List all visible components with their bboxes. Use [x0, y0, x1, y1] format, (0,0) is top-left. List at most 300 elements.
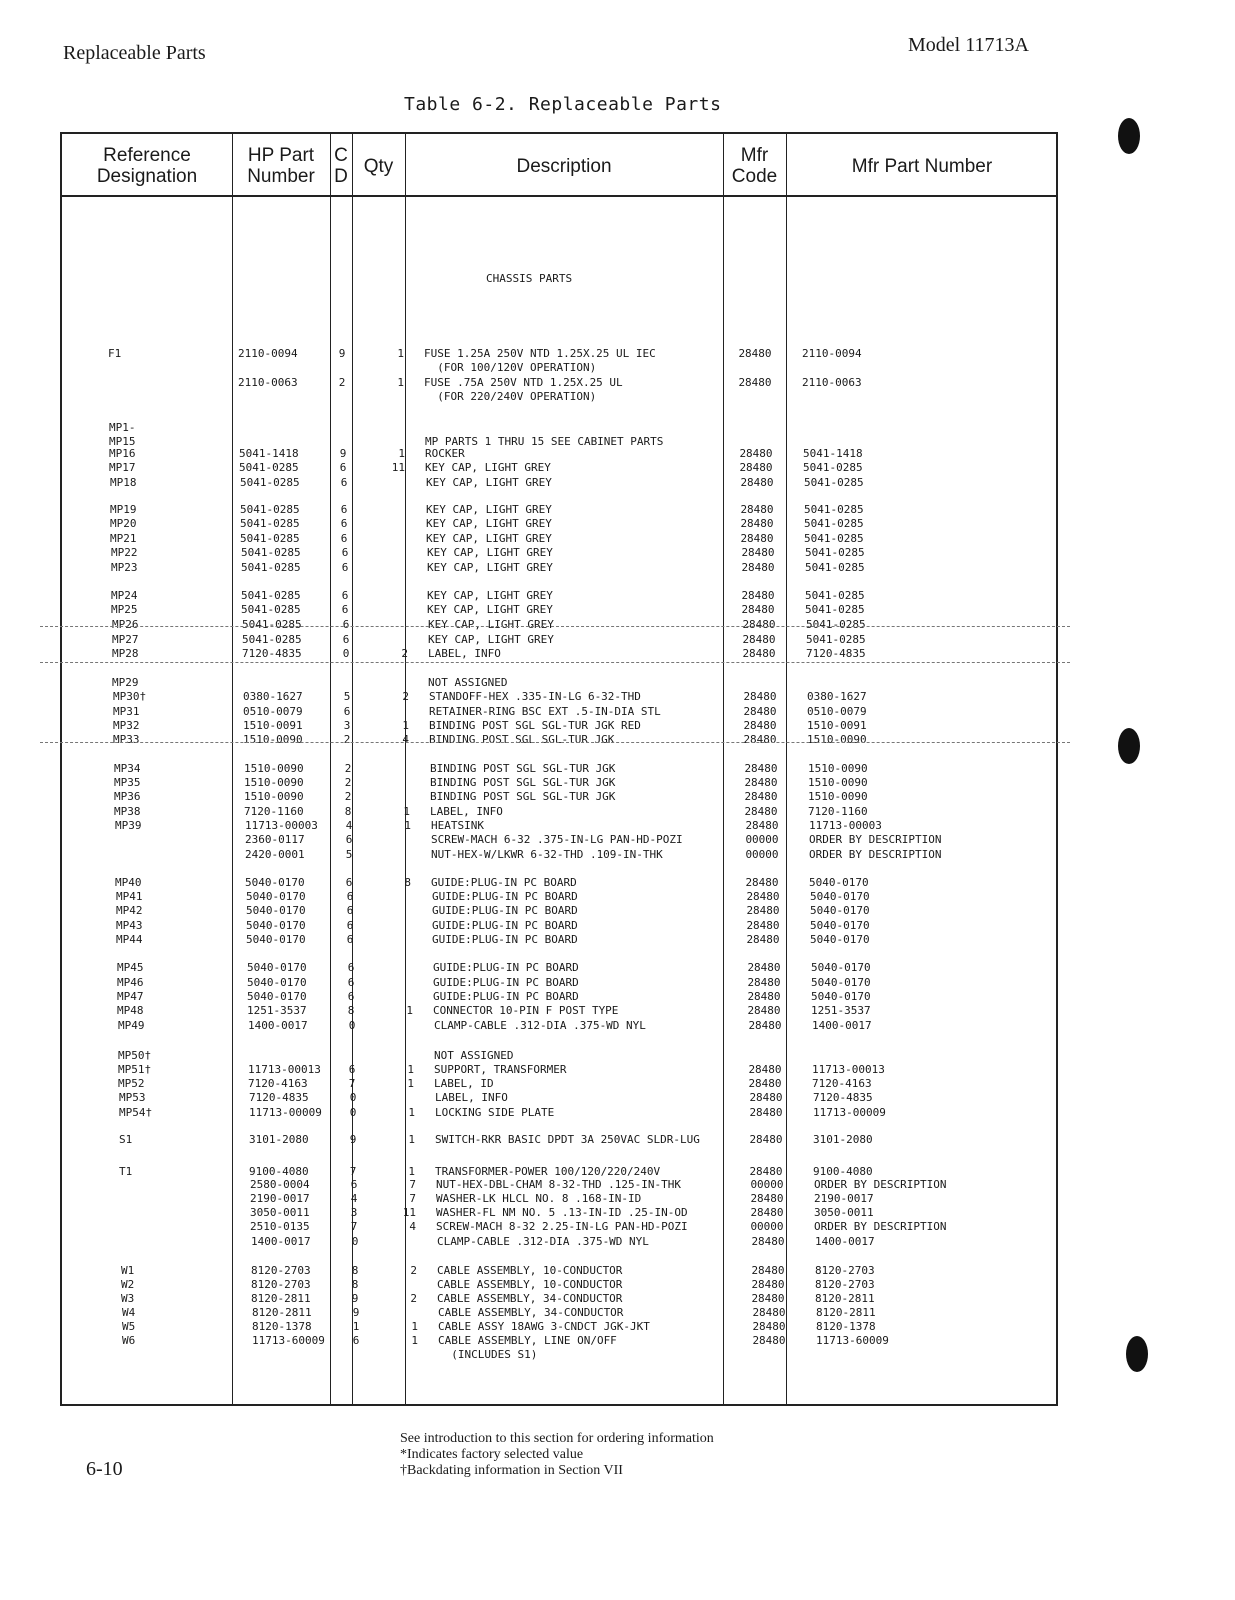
- cell-hp: 1510-0090: [244, 790, 304, 803]
- cell-mfr: 28480: [738, 347, 772, 360]
- cell-desc: CABLE ASSEMBLY, 10-CONDUCTOR: [437, 1278, 623, 1291]
- cell-hp: 5040-0170: [247, 990, 307, 1003]
- cell-mfr: 28480: [746, 890, 780, 903]
- cell-cd: 2: [344, 776, 352, 789]
- cell-qty: 2: [401, 647, 408, 660]
- cell-mfr: 28480: [744, 776, 778, 789]
- cell-pn: ORDER BY DESCRIPTION: [814, 1178, 947, 1191]
- cell-qty: 11: [402, 1206, 416, 1219]
- cell-cd: 6: [340, 503, 348, 516]
- cell-mfr: 28480: [743, 733, 777, 746]
- cell-qty: 1: [408, 1133, 415, 1146]
- cell-ref: MP31: [113, 705, 140, 718]
- cell-desc: RETAINER-RING BSC EXT .5-IN-DIA STL: [429, 705, 661, 718]
- cell-qty: 1: [404, 819, 411, 832]
- cell-cd: 5: [345, 848, 353, 861]
- cell-mfr: 28480: [748, 1063, 782, 1076]
- cell-hp: 8120-2703: [251, 1264, 311, 1277]
- cell-desc: NOT ASSIGNED: [428, 676, 508, 689]
- cell-pn: 5040-0170: [809, 876, 869, 889]
- cell-mfr: 28480: [750, 1192, 784, 1205]
- cell-pn: 5040-0170: [811, 990, 871, 1003]
- cell-desc: TRANSFORMER-POWER 100/120/220/240V: [435, 1165, 661, 1178]
- cell-hp: 0380-1627: [243, 690, 303, 703]
- cell-desc: BINDING POST SGL SGL-TUR JGK: [430, 776, 616, 789]
- cell-cd: 0: [348, 1019, 356, 1032]
- cell-hp: 5041-0285: [241, 561, 301, 574]
- cell-ref: MP27: [112, 633, 139, 646]
- cell-pn: 5041-0285: [804, 532, 864, 545]
- cell-hp: 5041-0285: [241, 603, 301, 616]
- cell-ref: MP42: [116, 904, 143, 917]
- cell-cd: 6: [346, 904, 354, 917]
- page-number: 6-10: [86, 1458, 123, 1480]
- cell-pn: 1400-0017: [815, 1235, 875, 1248]
- cell-cd: 6: [346, 890, 354, 903]
- cell-desc: CABLE ASSEMBLY, 34-CONDUCTOR: [437, 1292, 623, 1305]
- footnote-ordering: See introduction to this section for ordering information: [400, 1431, 714, 1446]
- cell-desc: ROCKER: [425, 447, 465, 460]
- cell-hp: 5041-0285: [242, 618, 302, 631]
- cell-mfr: 28480: [750, 1206, 784, 1219]
- cell-cd: 3: [343, 719, 351, 732]
- cell-desc: WASHER-LK HLCL NO. 8 .168-IN-ID: [436, 1192, 642, 1205]
- cell-pn: 1251-3537: [811, 1004, 871, 1017]
- cell-hp: 1510-0090: [243, 733, 303, 746]
- cell-hp: 5040-0170: [245, 876, 305, 889]
- cell-pn: 2190-0017: [814, 1192, 874, 1205]
- cell-ref: W4: [122, 1306, 136, 1319]
- cell-desc: CABLE ASSEMBLY, LINE ON/OFF (INCLUDES S1): [438, 1334, 617, 1361]
- cell-desc: CLAMP-CABLE .312-DIA .375-WD NYL: [434, 1019, 646, 1032]
- cell-desc: SUPPORT, TRANSFORMER: [434, 1063, 567, 1076]
- cell-cd: 9: [352, 1306, 360, 1319]
- cell-desc: STANDOFF-HEX .335-IN-LG 6-32-THD: [429, 690, 641, 703]
- cell-hp: 7120-4835: [249, 1091, 309, 1104]
- cell-cd: 6: [340, 476, 348, 489]
- cell-pn: ORDER BY DESCRIPTION: [809, 848, 942, 861]
- cell-mfr: 28480: [745, 819, 779, 832]
- cell-hp: 1510-0091: [243, 719, 303, 732]
- cell-ref: MP50†: [118, 1049, 152, 1062]
- cell-mfr: 28480: [742, 633, 776, 646]
- cell-desc: NUT-HEX-W/LKWR 6-32-THD .109-IN-THK: [431, 848, 663, 861]
- cell-hp: 2190-0017: [250, 1192, 310, 1205]
- cell-desc: LABEL, ID: [434, 1077, 494, 1090]
- cell-ref: MP30†: [113, 690, 147, 703]
- cell-hp: 5041-0285: [240, 503, 300, 516]
- strike-through-line: [40, 626, 1070, 627]
- cell-mfr: 28480: [748, 1077, 782, 1090]
- cell-qty: 8: [404, 876, 411, 889]
- cell-ref: MP19: [110, 503, 137, 516]
- cell-pn: 8120-2811: [816, 1306, 876, 1319]
- cell-mfr: 28480: [745, 876, 779, 889]
- cell-ref: W6: [122, 1334, 136, 1347]
- cell-mfr: 00000: [745, 833, 779, 846]
- cell-desc: WASHER-FL NM NO. 5 .13-IN-ID .25-IN-OD: [436, 1206, 688, 1219]
- cell-pn: 5041-0285: [806, 633, 866, 646]
- cell-ref: MP43: [116, 919, 143, 932]
- cell-pn: 5040-0170: [811, 961, 871, 974]
- cell-hp: 11713-00009: [249, 1106, 322, 1119]
- cell-pn: 5041-0285: [805, 561, 865, 574]
- cell-desc: SWITCH-RKR BASIC DPDT 3A 250VAC SLDR-LUG: [435, 1133, 700, 1146]
- cell-qty: 1: [402, 719, 409, 732]
- cell-ref: MP20: [110, 517, 137, 530]
- cell-cd: 8: [351, 1264, 359, 1277]
- cell-pn: 5041-0285: [804, 517, 864, 530]
- cell-hp: 8120-2811: [252, 1306, 312, 1319]
- cell-cd: 6: [340, 517, 348, 530]
- cell-hp: 5040-0170: [246, 904, 306, 917]
- cell-pn: 8120-1378: [816, 1320, 876, 1333]
- binder-hole: [1126, 1336, 1148, 1372]
- cell-hp: 5040-0170: [246, 890, 306, 903]
- cell-pn: 2110-0063: [802, 376, 862, 389]
- cell-desc: KEY CAP, LIGHT GREY: [428, 633, 554, 646]
- cell-hp: 1251-3537: [247, 1004, 307, 1017]
- cell-mfr: 28480: [740, 503, 774, 516]
- cell-qty: 1: [398, 447, 405, 460]
- cell-desc: GUIDE:PLUG-IN PC BOARD: [432, 919, 578, 932]
- cell-hp: 5041-0285: [242, 633, 302, 646]
- cell-hp: 5041-0285: [241, 589, 301, 602]
- cell-ref: MP48: [117, 1004, 144, 1017]
- cell-desc: LABEL, INFO: [435, 1091, 508, 1104]
- cell-mfr: 28480: [742, 647, 776, 660]
- cell-desc: SCREW-MACH 6-32 .375-IN-LG PAN-HD-POZI: [431, 833, 683, 846]
- cell-hp: 2420-0001: [245, 848, 305, 861]
- cell-mfr: 28480: [740, 476, 774, 489]
- cell-hp: 5040-0170: [246, 919, 306, 932]
- cell-mfr: 28480: [740, 517, 774, 530]
- cell-qty: 2: [410, 1264, 417, 1277]
- footnote-factory: *Indicates factory selected value: [400, 1447, 584, 1462]
- cell-ref: MP28: [112, 647, 139, 660]
- cell-qty: 2: [410, 1292, 417, 1305]
- cell-mfr: 00000: [750, 1178, 784, 1191]
- cell-pn: 5041-0285: [805, 546, 865, 559]
- cell-qty: 1: [406, 1004, 413, 1017]
- cell-pn: 5040-0170: [811, 976, 871, 989]
- cell-pn: 0380-1627: [807, 690, 867, 703]
- cell-ref: S1: [119, 1133, 133, 1146]
- cell-cd: 6: [343, 705, 351, 718]
- cell-cd: 6: [341, 589, 349, 602]
- cell-hp: 2510-0135: [250, 1220, 310, 1233]
- cell-cd: 6: [341, 603, 349, 616]
- cell-desc: GUIDE:PLUG-IN PC BOARD: [432, 933, 578, 946]
- col-header-qty: Qty: [363, 155, 394, 177]
- cell-hp: 11713-60009: [252, 1334, 325, 1347]
- cell-hp: 5040-0170: [247, 961, 307, 974]
- cell-hp: 5041-0285: [239, 461, 299, 474]
- cell-desc: CABLE ASSEMBLY, 34-CONDUCTOR: [438, 1306, 624, 1319]
- cell-desc: FUSE .75A 250V NTD 1.25X.25 UL (FOR 220/240V OPERATION): [424, 376, 623, 403]
- cell-cd: 7: [349, 1165, 357, 1178]
- cell-pn: 5040-0170: [810, 904, 870, 917]
- cell-ref: MP51†: [118, 1063, 152, 1076]
- cell-ref: MP53: [119, 1091, 146, 1104]
- cell-mfr: 28480: [752, 1306, 786, 1319]
- cell-ref: MP33: [113, 733, 140, 746]
- cell-mfr: 28480: [743, 690, 777, 703]
- cell-desc: GUIDE:PLUG-IN PC BOARD: [432, 904, 578, 917]
- cell-ref: MP49: [118, 1019, 145, 1032]
- cell-hp: 7120-4835: [242, 647, 302, 660]
- cell-qty: 1: [407, 1063, 414, 1076]
- cell-pn: 5041-0285: [803, 461, 863, 474]
- cell-mfr: 28480: [742, 618, 776, 631]
- cell-mfr: 28480: [739, 461, 773, 474]
- cell-qty: 1: [407, 1077, 414, 1090]
- cell-desc: FUSE 1.25A 250V NTD 1.25X.25 UL IEC (FOR 100/120V OPERATION): [424, 347, 656, 374]
- cell-pn: 5041-1418: [803, 447, 863, 460]
- cell-hp: 3101-2080: [249, 1133, 309, 1146]
- cell-pn: 1510-0091: [807, 719, 867, 732]
- cell-desc: SCREW-MACH 8-32 2.25-IN-LG PAN-HD-POZI: [436, 1220, 688, 1233]
- cell-desc: KEY CAP, LIGHT GREY: [425, 461, 551, 474]
- cell-qty: 1: [408, 1165, 415, 1178]
- cell-pn: ORDER BY DESCRIPTION: [809, 833, 942, 846]
- cell-desc: LABEL, INFO: [428, 647, 501, 660]
- cell-desc: KEY CAP, LIGHT GREY: [426, 517, 552, 530]
- cell-cd: 6: [339, 461, 347, 474]
- cell-ref: MP38: [114, 805, 141, 818]
- cell-cd: 6: [341, 546, 349, 559]
- cell-desc: LOCKING SIDE PLATE: [435, 1106, 555, 1119]
- cell-pn: 11713-00003: [809, 819, 882, 832]
- cell-ref: MP41: [116, 890, 143, 903]
- cell-cd: 7: [348, 1077, 356, 1090]
- cell-desc: HEATSINK: [431, 819, 484, 832]
- cell-cd: 6: [345, 876, 353, 889]
- cell-cd: 7: [350, 1220, 358, 1233]
- cell-qty: 4: [402, 733, 409, 746]
- cell-desc: KEY CAP, LIGHT GREY: [426, 476, 552, 489]
- cell-pn: 1400-0017: [812, 1019, 872, 1032]
- cell-cd: 5: [343, 690, 351, 703]
- cell-hp: 2110-0063: [238, 376, 298, 389]
- cell-ref: MP22: [111, 546, 138, 559]
- cell-ref: MP23: [111, 561, 138, 574]
- cell-ref: MP54†: [119, 1106, 153, 1119]
- cell-pn: 0510-0079: [807, 705, 867, 718]
- cell-desc: KEY CAP, LIGHT GREY: [427, 603, 553, 616]
- cell-ref: MP18: [110, 476, 137, 489]
- cell-cd: 4: [345, 819, 353, 832]
- strike-through-line: [40, 742, 1070, 743]
- cell-desc: KEY CAP, LIGHT GREY: [426, 532, 552, 545]
- cell-ref: F1: [108, 347, 122, 360]
- cell-hp: 11713-00003: [245, 819, 318, 832]
- cell-desc: KEY CAP, LIGHT GREY: [427, 589, 553, 602]
- cell-ref: MP44: [116, 933, 143, 946]
- cell-hp: 5041-0285: [240, 476, 300, 489]
- cell-mfr: 28480: [746, 933, 780, 946]
- cell-desc: KEY CAP, LIGHT GREY: [426, 503, 552, 516]
- cell-ref: W5: [122, 1320, 136, 1333]
- cell-qty: 4: [409, 1220, 416, 1233]
- cell-cd: 2: [344, 790, 352, 803]
- cell-hp: 5041-0285: [241, 546, 301, 559]
- cell-desc: GUIDE:PLUG-IN PC BOARD: [433, 976, 579, 989]
- cell-cd: 2: [338, 376, 346, 389]
- cell-mfr: 28480: [749, 1133, 783, 1146]
- cell-hp: 0510-0079: [243, 705, 303, 718]
- cell-pn: 2110-0094: [802, 347, 862, 360]
- cell-cd: 6: [342, 633, 350, 646]
- cell-cd: 9: [349, 1133, 357, 1146]
- col-header-reference: Reference Designation: [96, 145, 198, 187]
- cell-qty: 2: [402, 690, 409, 703]
- cell-hp: 1510-0090: [244, 776, 304, 789]
- binder-hole: [1118, 118, 1140, 154]
- cell-ref: MP24: [111, 589, 138, 602]
- cell-qty: 1: [408, 1106, 415, 1119]
- cell-mfr: 28480: [751, 1264, 785, 1277]
- cell-ref: MP15: [109, 435, 136, 448]
- cell-qty: 11: [391, 461, 405, 474]
- cell-pn: 5040-0170: [810, 933, 870, 946]
- cell-mfr: 28480: [747, 990, 781, 1003]
- cell-pn: 7120-4835: [806, 647, 866, 660]
- cell-cd: 4: [350, 1192, 358, 1205]
- cell-mfr: 28480: [743, 719, 777, 732]
- cell-mfr: 28480: [749, 1165, 783, 1178]
- col-header-mfr-code: Mfr Code: [731, 145, 778, 187]
- cell-ref: MP40: [115, 876, 142, 889]
- cell-hp: 2580-0004: [250, 1178, 310, 1191]
- cell-desc: CABLE ASSEMBLY, 10-CONDUCTOR: [437, 1264, 623, 1277]
- cell-cd: 1: [352, 1320, 360, 1333]
- cell-cd: 0: [351, 1235, 359, 1248]
- cell-pn: 5040-0170: [810, 890, 870, 903]
- cell-pn: 7120-4163: [812, 1077, 872, 1090]
- cell-ref: MP1-: [109, 421, 136, 434]
- running-header-left: Replaceable Parts: [63, 42, 206, 64]
- cell-ref: MP29: [112, 676, 139, 689]
- cell-ref: MP35: [114, 776, 141, 789]
- cell-ref: MP21: [110, 532, 137, 545]
- cell-ref: W1: [121, 1264, 135, 1277]
- cell-mfr: 28480: [740, 532, 774, 545]
- cell-qty: 1: [397, 347, 404, 360]
- cell-qty: 1: [403, 805, 410, 818]
- cell-ref: W2: [121, 1278, 135, 1291]
- col-header-mfr-part: Mfr Part Number: [851, 155, 993, 177]
- cell-mfr: 00000: [745, 848, 779, 861]
- cell-cd: 8: [347, 1004, 355, 1017]
- cell-qty: 1: [411, 1334, 418, 1347]
- cell-desc: KEY CAP, LIGHT GREY: [427, 546, 553, 559]
- cell-cd: 0: [349, 1091, 357, 1104]
- section-title: CHASSIS PARTS: [486, 272, 573, 285]
- cell-mfr: 28480: [747, 1004, 781, 1017]
- cell-mfr: 28480: [751, 1278, 785, 1291]
- cell-desc: CONNECTOR 10-PIN F POST TYPE: [433, 1004, 619, 1017]
- cell-pn: 11713-60009: [816, 1334, 889, 1347]
- cell-hp: 3050-0011: [250, 1206, 310, 1219]
- cell-qty: 7: [409, 1192, 416, 1205]
- cell-pn: 8120-2703: [815, 1278, 875, 1291]
- footnote-backdating: †Backdating information in Section VII: [400, 1463, 623, 1478]
- cell-mfr: 28480: [744, 762, 778, 775]
- cell-hp: 9100-4080: [249, 1165, 309, 1178]
- cell-mfr: 28480: [741, 603, 775, 616]
- cell-mfr: 28480: [741, 589, 775, 602]
- cell-pn: 7120-1160: [808, 805, 868, 818]
- cell-pn: 5040-0170: [810, 919, 870, 932]
- cell-pn: 5041-0285: [804, 476, 864, 489]
- cell-cd: 6: [340, 532, 348, 545]
- cell-hp: 5041-1418: [239, 447, 299, 460]
- cell-hp: 1510-0090: [244, 762, 304, 775]
- cell-pn: 3101-2080: [813, 1133, 873, 1146]
- cell-desc: GUIDE:PLUG-IN PC BOARD: [432, 890, 578, 903]
- cell-ref: MP46: [117, 976, 144, 989]
- cell-cd: 3: [350, 1206, 358, 1219]
- cell-ref: MP45: [117, 961, 144, 974]
- cell-pn: 1510-0090: [808, 762, 868, 775]
- cell-ref: W3: [121, 1292, 135, 1305]
- binder-hole: [1118, 728, 1140, 764]
- cell-mfr: 28480: [751, 1292, 785, 1305]
- cell-mfr: 28480: [741, 546, 775, 559]
- cell-cd: 9: [351, 1292, 359, 1305]
- cell-desc: BINDING POST SGL SGL-TUR JGK RED: [429, 719, 641, 732]
- cell-ref: MP25: [111, 603, 138, 616]
- cell-cd: 8: [351, 1278, 359, 1291]
- cell-hp: 11713-00013: [248, 1063, 321, 1076]
- cell-hp: 7120-1160: [244, 805, 304, 818]
- cell-cd: 0: [342, 647, 350, 660]
- strike-through-line: [40, 662, 1070, 663]
- cell-cd: 6: [350, 1178, 358, 1191]
- cell-mfr: 28480: [747, 961, 781, 974]
- cell-desc: KEY CAP, LIGHT GREY: [428, 618, 554, 631]
- cell-mfr: 28480: [747, 976, 781, 989]
- cell-hp: 7120-4163: [248, 1077, 308, 1090]
- cell-mfr: 28480: [743, 705, 777, 718]
- cell-ref: MP17: [109, 461, 136, 474]
- cell-desc: MP PARTS 1 THRU 15 SEE CABINET PARTS: [425, 435, 664, 448]
- cell-cd: 0: [349, 1106, 357, 1119]
- cell-pn: 5041-0285: [806, 618, 866, 631]
- cell-desc: BINDING POST SGL SGL-TUR JGK: [430, 762, 616, 775]
- cell-mfr: 28480: [746, 904, 780, 917]
- cell-mfr: 28480: [749, 1106, 783, 1119]
- cell-hp: 2360-0117: [245, 833, 305, 846]
- cell-hp: 1400-0017: [248, 1019, 308, 1032]
- cell-mfr: 28480: [749, 1091, 783, 1104]
- cell-desc: KEY CAP, LIGHT GREY: [427, 561, 553, 574]
- cell-cd: 9: [339, 447, 347, 460]
- cell-cd: 6: [341, 561, 349, 574]
- cell-ref: MP52: [118, 1077, 145, 1090]
- cell-desc: LABEL, INFO: [430, 805, 503, 818]
- cell-hp: 8120-1378: [252, 1320, 312, 1333]
- cell-hp: 8120-2703: [251, 1278, 311, 1291]
- cell-mfr: 28480: [738, 376, 772, 389]
- cell-cd: 6: [347, 961, 355, 974]
- cell-pn: 1510-0090: [807, 733, 867, 746]
- cell-pn: 1510-0090: [808, 790, 868, 803]
- header-rule: [60, 195, 1058, 197]
- cell-pn: 11713-00013: [812, 1063, 885, 1076]
- cell-hp: 2110-0094: [238, 347, 298, 360]
